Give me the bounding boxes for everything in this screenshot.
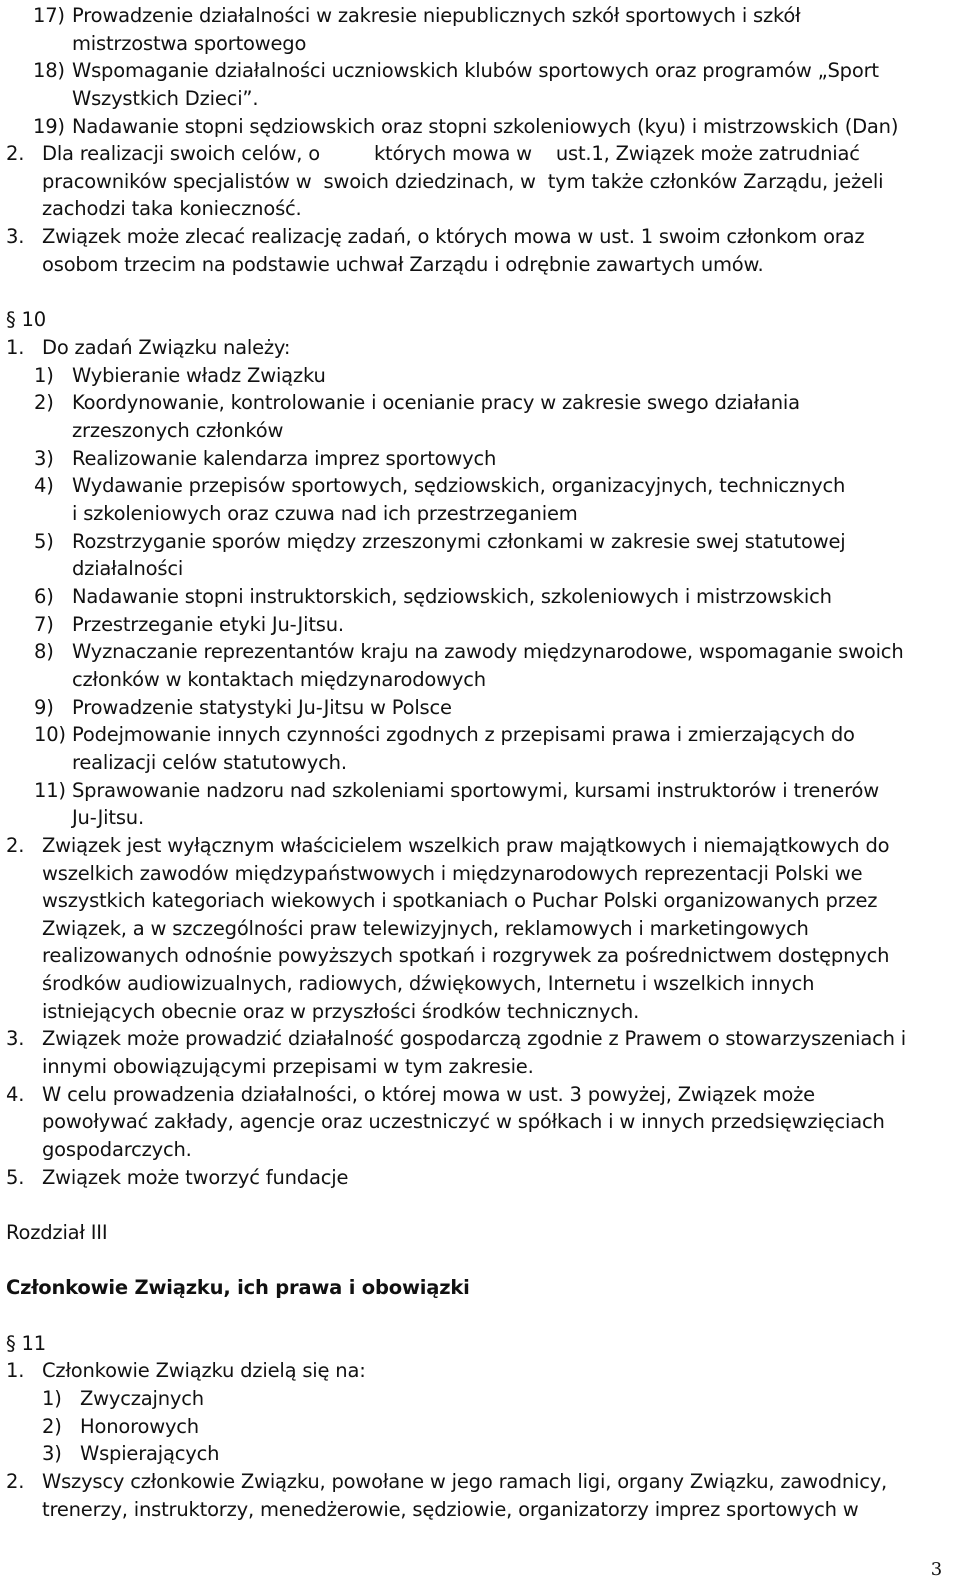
paragraph-number: 3. [6,225,25,248]
item-text: Prowadzenie statystyki Ju-Jitsu w Polsce [72,696,452,719]
item-text: Wspierających [80,1442,220,1465]
paragraph-number: 1. [6,1359,25,1382]
item-text: Prowadzenie działalności w zakresie niepublicznych szkół sportowych i szkół [72,4,801,27]
item-text: Nadawanie stopni instruktorskich, sędziowskich, szkoleniowych i mistrzowskich [72,585,832,608]
item-text: Wyznaczanie reprezentantów kraju na zawody międzynarodowe, wspomaganie swoich [72,640,904,663]
item-text: zrzeszonych członków [72,419,284,442]
item-text: Wybieranie władz Związku [72,364,326,387]
item-number: 9) [34,696,54,719]
chapter-number: Rozdział III [6,1221,108,1244]
item-number: 7) [34,613,54,636]
paragraph-number: 2. [6,142,25,165]
item-text: Nadawanie stopni sędziowskich oraz stopni szkoleniowych (kyu) i mistrzowskich (Dan) [72,115,899,138]
item-text: Wydawanie przepisów sportowych, sędziowskich, organizacyjnych, technicznych [72,474,846,497]
paragraph-number: 2. [6,834,25,857]
item-text: Realizowanie kalendarza imprez sportowych [72,447,497,470]
item-text: Podejmowanie innych czynności zgodnych z przepisami prawa i zmierzających do [72,723,855,746]
paragraph-number: 5. [6,1166,25,1189]
item-text: Koordynowanie, kontrolowanie i ocenianie pracy w zakresie swego działania [72,391,800,414]
item-number: 3) [42,1442,62,1465]
item-text: Honorowych [80,1415,199,1438]
item-number: 8) [34,640,54,663]
chapter-title-text: Członkowie Związku, ich prawa i obowiązki [6,1276,470,1299]
item-number: 3) [34,447,54,470]
paragraph-text: Związek jest wyłącznym właścicielem wszelkich praw majątkowych i niemajątkowych do [42,834,890,857]
item-number: 4) [34,474,54,497]
paragraph-text: Związek może zlecać realizację zadań, o których mowa w ust. 1 swoim członkom oraz [42,225,865,248]
item-text: Sprawowanie nadzoru nad szkoleniami sportowymi, kursami instruktorów i trenerów [72,779,879,802]
paragraph-text: Dla realizacji swoich celów, o których mowa w ust.1, Związek może zatrudniać [42,142,860,165]
paragraph-text: Związek, a w szczególności praw telewizyjnych, reklamowych i marketingowych [42,917,809,940]
item-text: mistrzostwa sportowego [72,32,307,55]
item-text: i szkoleniowych oraz czuwa nad ich przestrzeganiem [72,502,578,525]
item-number: 18) [33,59,65,82]
paragraph-number: 4. [6,1083,25,1106]
paragraph-text: pracowników specjalistów w swoich dziedzinach, w tym także członków Zarządu, jeżeli [42,170,884,193]
paragraph-text: wszelkich zawodów międzypaństwowych i międzynarodowych reprezentacji Polski we [42,862,863,885]
paragraph-text: Wszyscy członkowie Związku, powołane w jego ramach ligi, organy Związku, zawodnicy, [42,1470,888,1493]
paragraph-text: osobom trzecim na podstawie uchwał Zarządu i odrębnie zawartych umów. [42,253,764,276]
paragraph-text: Związek może tworzyć fundacje [42,1166,349,1189]
paragraph-text: Związek może prowadzić działalność gospodarczą zgodnie z Prawem o stowarzyszeniach i [42,1027,906,1050]
paragraph-text: zachodzi taka konieczność. [42,197,302,220]
paragraph-text: W celu prowadzenia działalności, o której mowa w ust. 3 powyżej, Związek może [42,1083,815,1106]
item-text: Wszystkich Dzieci”. [72,87,259,110]
paragraph-text: istniejących obecnie oraz w przyszłości środków technicznych. [42,1000,640,1023]
paragraph-text: powoływać zakłady, agencje oraz uczestniczyć w spółkach i w innych przedsięwzięciach [42,1110,885,1133]
item-number: 1) [42,1387,62,1410]
section-number: § 10 [6,308,46,331]
paragraph-number: 1. [6,336,25,359]
paragraph-text: Członkowie Związku dzielą się na: [42,1359,366,1382]
page-number: 3 [930,1559,942,1580]
item-number: 5) [34,530,54,553]
item-number: 6) [34,585,54,608]
paragraph-number: 2. [6,1470,25,1493]
section-number: § 11 [6,1332,46,1355]
paragraph-text: środków audiowizualnych, radiowych, dźwiękowych, Internetu i wszelkich innych [42,972,815,995]
paragraph-text: trenerzy, instruktorzy, menedżerowie, sędziowie, organizatorzy imprez sportowych w [42,1498,859,1521]
item-number: 11) [34,779,66,802]
item-text: członków w kontaktach międzynarodowych [72,668,486,691]
item-text: Zwyczajnych [80,1387,204,1410]
item-number: 2) [42,1415,62,1438]
paragraph-number: 3. [6,1027,25,1050]
item-number: 19) [33,115,65,138]
item-number: 17) [33,4,65,27]
item-number: 1) [34,364,54,387]
paragraph-text: wszystkich kategoriach wiekowych i spotkaniach o Puchar Polski organizowanych przez [42,889,878,912]
paragraph-text: gospodarczych. [42,1138,192,1161]
paragraph-text: Do zadań Związku należy: [42,336,291,359]
item-number: 10) [34,723,66,746]
item-text: działalności [72,557,184,580]
item-text: Ju-Jitsu. [72,806,144,829]
item-text: Przestrzeganie etyki Ju-Jitsu. [72,613,344,636]
item-text: realizacji celów statutowych. [72,751,347,774]
paragraph-text: realizowanych odnośnie powyższych spotkań i rozgrywek za pośrednictwem dostępnych [42,944,890,967]
item-text: Wspomaganie działalności uczniowskich klubów sportowych oraz programów „Sport [72,59,879,82]
item-text: Rozstrzyganie sporów między zrzeszonymi członkami w zakresie swej statutowej [72,530,846,553]
item-number: 2) [34,391,54,414]
paragraph-text: innymi obowiązującymi przepisami w tym zakresie. [42,1055,534,1078]
